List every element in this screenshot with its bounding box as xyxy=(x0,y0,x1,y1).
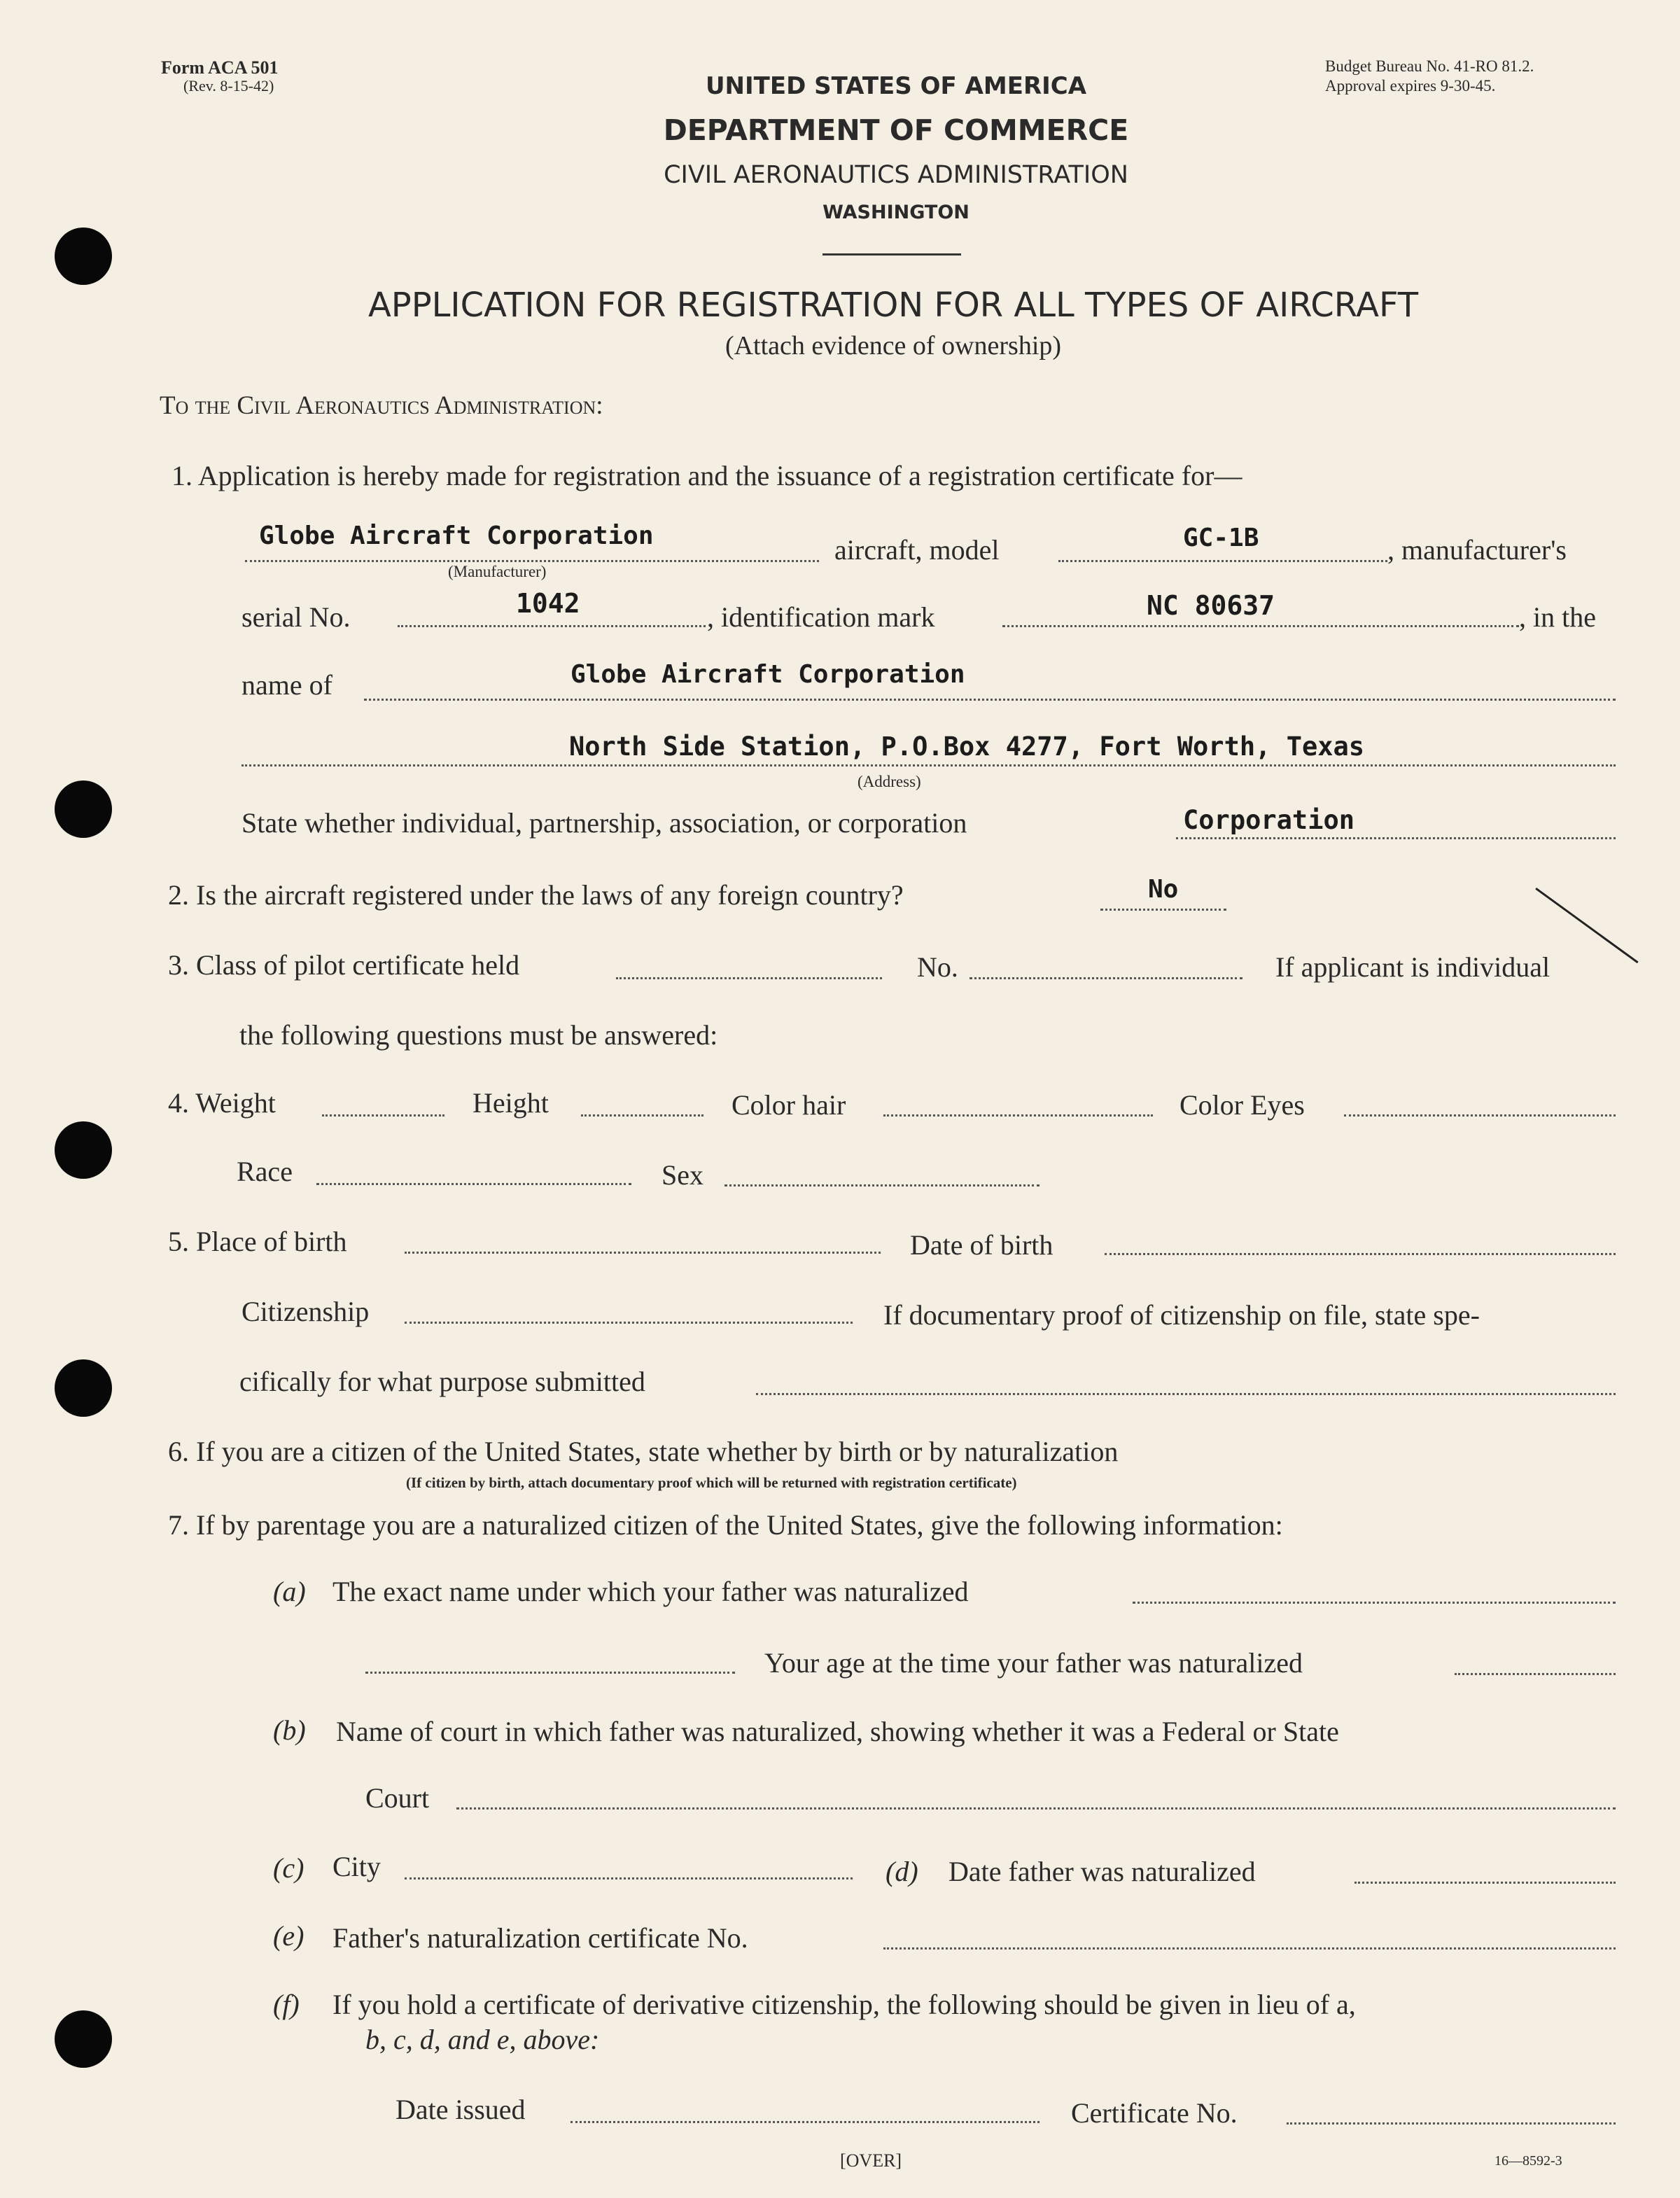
certificate-no-line xyxy=(1287,2122,1616,2124)
punch-hole xyxy=(55,1121,112,1179)
address-value[interactable]: North Side Station, P.O.Box 4277, Fort Worth, Texas xyxy=(569,732,1365,762)
item-c-line xyxy=(405,1877,853,1879)
item-a-letter: (a) xyxy=(273,1576,306,1607)
eyes-line xyxy=(1344,1114,1616,1116)
item-a-label: The exact name under which your father was naturalized xyxy=(332,1576,969,1607)
question-6-note: (If citizen by birth, attach documentary proof which will be returned with registration certificate) xyxy=(406,1474,1017,1491)
race-line xyxy=(316,1183,631,1185)
foreign-registered-value[interactable]: No xyxy=(1148,875,1179,904)
item-e-letter: (e) xyxy=(273,1920,304,1952)
print-code: 16—8592-3 xyxy=(1494,2153,1562,2169)
manufacturer-value[interactable]: Globe Aircraft Corporation xyxy=(259,522,654,550)
identification-mark-label: , identification mark xyxy=(707,601,935,633)
question-3: 3. Class of pilot certificate held xyxy=(168,949,520,981)
height-line xyxy=(581,1114,704,1116)
over-marker: [OVER] xyxy=(840,2150,902,2171)
citizenship-purpose-line xyxy=(756,1393,1616,1395)
in-the-label: , in the xyxy=(1519,601,1596,633)
eyes-label: Color Eyes xyxy=(1180,1089,1305,1121)
approval-expires: Approval expires 9-30-45. xyxy=(1325,77,1496,94)
if-individual-label: If applicant is individual xyxy=(1275,951,1550,983)
model-value[interactable]: GC-1B xyxy=(1183,524,1259,552)
pilot-certificate-line xyxy=(616,977,882,979)
following-questions-label: the following questions must be answered: xyxy=(239,1019,718,1051)
serial-label: serial No. xyxy=(241,601,351,633)
entity-type-value[interactable]: Corporation xyxy=(1183,805,1355,835)
header-country: UNITED STATES OF AMERICA xyxy=(705,72,1087,100)
budget-bureau: Budget Bureau No. 41-RO 81.2. xyxy=(1325,57,1534,75)
date-issued-line xyxy=(570,2121,1040,2123)
punch-hole xyxy=(55,780,112,838)
date-of-birth-line xyxy=(1105,1253,1616,1255)
item-d-label: Date father was naturalized xyxy=(948,1856,1256,1887)
form-number: Form ACA 501 xyxy=(161,57,279,78)
form-title: APPLICATION FOR REGISTRATION FOR ALL TYPES OF AIRCRAFT xyxy=(368,286,1419,325)
item-b-label: Name of court in which father was naturalized, showing whether it was a Federal or State xyxy=(336,1716,1339,1747)
manufacturer-caption: (Manufacturer) xyxy=(448,563,547,580)
name-line xyxy=(364,699,1616,701)
sex-label: Sex xyxy=(662,1159,704,1191)
item-b-letter: (b) xyxy=(273,1714,306,1746)
aircraft-model-label: aircraft, model xyxy=(834,534,1000,566)
citizenship-proof-label: If documentary proof of citizenship on file, state spe- xyxy=(883,1299,1480,1331)
item-a-line-2 xyxy=(365,1672,735,1674)
hair-label: Color hair xyxy=(732,1089,846,1121)
item-b-court-line xyxy=(456,1807,1616,1809)
item-b-court-label: Court xyxy=(365,1782,430,1814)
name-of-label: name of xyxy=(241,669,332,701)
identification-mark-value[interactable]: NC 80637 xyxy=(1147,590,1275,621)
pilot-no-line xyxy=(969,977,1242,979)
question-7: 7. If by parentage you are a naturalized citizen of the United States, give the following information: xyxy=(168,1509,1283,1541)
item-e-line xyxy=(883,1947,1616,1949)
identification-mark-line xyxy=(1002,625,1519,627)
header-rule xyxy=(822,253,961,255)
item-f-label: If you hold a certificate of derivative citizenship, the following should be given in lieu of a, xyxy=(332,1989,1356,2020)
header-department: DEPARTMENT OF COMMERCE xyxy=(663,113,1129,147)
date-issued-label: Date issued xyxy=(396,2094,526,2125)
item-f-label-2: b, c, d, and e, above: xyxy=(365,2024,600,2055)
salutation: To the Civil Aeronautics Administration: xyxy=(160,391,603,420)
item-e-label: Father's naturalization certificate No. xyxy=(332,1922,748,1954)
weight-line xyxy=(322,1114,444,1116)
citizenship-purpose-label: cifically for what purpose submitted xyxy=(239,1366,645,1397)
date-of-birth-label: Date of birth xyxy=(910,1229,1054,1261)
name-value[interactable]: Globe Aircraft Corporation xyxy=(570,660,965,689)
item-a-line xyxy=(1133,1602,1616,1604)
item-a-age-line xyxy=(1455,1673,1616,1675)
form-subtitle: (Attach evidence of ownership) xyxy=(724,331,1062,360)
punch-hole xyxy=(55,1359,112,1417)
item-d-letter: (d) xyxy=(886,1856,918,1887)
address-line xyxy=(241,764,1616,766)
item-c-label: City xyxy=(332,1851,381,1882)
item-c-letter: (c) xyxy=(273,1852,304,1884)
address-caption: (Address) xyxy=(858,773,921,790)
item-f-letter: (f) xyxy=(273,1989,300,2020)
place-of-birth-line xyxy=(405,1252,881,1254)
pen-mark xyxy=(1535,888,1638,963)
serial-line xyxy=(398,625,706,627)
foreign-registered-line xyxy=(1100,909,1226,911)
serial-value[interactable]: 1042 xyxy=(516,588,580,619)
height-label: Height xyxy=(472,1087,549,1119)
sex-line xyxy=(724,1184,1040,1186)
hair-line xyxy=(883,1114,1153,1116)
question-1: 1. Application is hereby made for registration and the issuance of a registration certificate for— xyxy=(172,460,1242,491)
item-a-age-label: Your age at the time your father was naturalized xyxy=(764,1647,1303,1679)
citizenship-label: Citizenship xyxy=(241,1296,370,1327)
certificate-no-label: Certificate No. xyxy=(1071,2097,1238,2129)
manufacturer-line xyxy=(245,560,819,562)
place-of-birth-label: 5. Place of birth xyxy=(168,1226,347,1257)
pilot-no-label: No. xyxy=(917,951,958,983)
weight-label: 4. Weight xyxy=(168,1087,276,1119)
question-6: 6. If you are a citizen of the United States, state whether by birth or by naturalization xyxy=(168,1436,1119,1467)
entity-type-label: State whether individual, partnership, association, or corporation xyxy=(241,807,967,839)
entity-type-line xyxy=(1176,837,1616,839)
question-2: 2. Is the aircraft registered under the laws of any foreign country? xyxy=(168,879,904,911)
punch-hole xyxy=(55,227,112,285)
race-label: Race xyxy=(237,1156,293,1187)
citizenship-line xyxy=(405,1322,853,1324)
header-agency: CIVIL AERONAUTICS ADMINISTRATION xyxy=(664,161,1128,189)
model-line xyxy=(1058,560,1387,562)
form-revision: (Rev. 8-15-42) xyxy=(183,77,274,94)
manufacturers-label: , manufacturer's xyxy=(1387,534,1567,566)
item-d-line xyxy=(1354,1882,1616,1884)
header-city: WASHINGTON xyxy=(822,202,969,223)
punch-hole xyxy=(55,2010,112,2068)
